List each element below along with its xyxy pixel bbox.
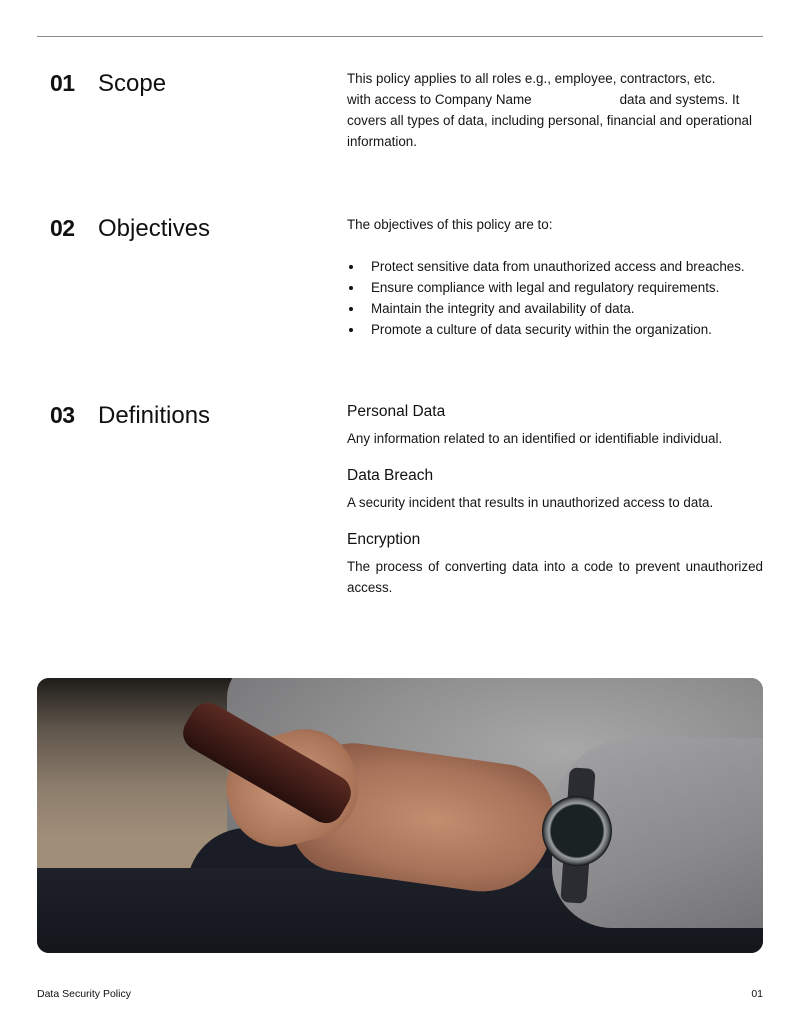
section-heading — [50, 402, 210, 430]
photo-watch — [542, 796, 612, 866]
top-divider — [37, 36, 763, 37]
scope-body — [347, 68, 763, 152]
scope-line — [347, 89, 763, 110]
section-heading — [50, 215, 210, 243]
definition-term: Encryption — [347, 531, 421, 548]
section-heading — [50, 70, 166, 98]
list-item: Ensure compliance with legal and regulatory requirements. — [347, 277, 763, 298]
footer-document-title: Data Security Policy — [37, 988, 131, 1000]
definition-text: The process of converting data into a code to prevent unauthorized access. — [347, 559, 763, 595]
scope-text: with access to Company Name — [347, 92, 532, 107]
definition-text: A security incident that results in unauthorized access to data. — [347, 495, 714, 510]
section-title: Definitions — [98, 402, 211, 429]
list-item: Protect sensitive data from unauthorized access and breaches. — [347, 256, 763, 277]
section-title: Scope — [98, 70, 167, 97]
section-title: Objectives — [98, 215, 211, 242]
section-number: 02 — [50, 215, 75, 241]
footer-page-number: 01 — [751, 988, 763, 1000]
definition-text: Any information related to an identified or identifiable individual. — [347, 431, 723, 446]
objectives-body — [347, 214, 763, 340]
section-number: 03 — [50, 402, 75, 428]
objectives-list — [347, 256, 763, 340]
list-item: Maintain the integrity and availability of data. — [347, 298, 763, 319]
scope-line: information. — [347, 134, 417, 149]
scope-line: covers all types of data, including personal, financial and operational — [347, 113, 752, 128]
list-item: Promote a culture of data security within the organization. — [347, 319, 763, 340]
definition-term: Personal Data — [347, 403, 446, 420]
scope-line: This policy applies to all roles e.g., employee, contractors, etc. — [347, 71, 716, 86]
hero-photo — [37, 678, 763, 953]
definitions-body — [347, 402, 763, 615]
section-number: 01 — [50, 70, 75, 96]
objectives-intro: The objectives of this policy are to: — [347, 217, 553, 232]
scope-text: data and systems. It — [619, 92, 740, 107]
definition-term: Data Breach — [347, 467, 434, 484]
